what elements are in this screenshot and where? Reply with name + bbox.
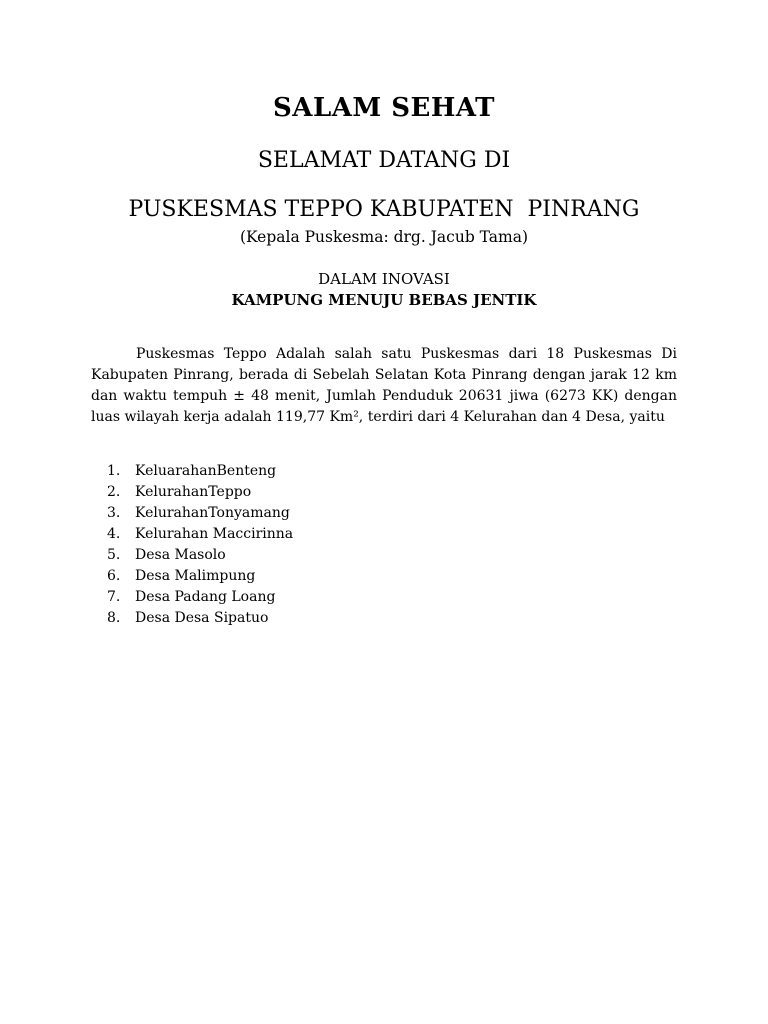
list-item	[107, 545, 293, 566]
list-item	[107, 524, 293, 545]
list-item	[107, 566, 293, 587]
list-item	[107, 608, 293, 629]
list-number: 6.	[107, 568, 121, 584]
list-item	[107, 503, 293, 524]
list-text: Desa Padang Loang	[135, 589, 276, 605]
village-list	[107, 461, 293, 629]
list-text: Desa Masolo	[135, 547, 226, 563]
list-text: Kelurahan Maccirinna	[135, 526, 294, 542]
list-text: KeluarahanBenteng	[135, 463, 277, 479]
innovation-label: DALAM INOVASI	[318, 270, 450, 288]
welcome-subtitle: SELAMAT DATANG DI	[257, 148, 511, 173]
list-item	[107, 587, 293, 608]
head-of-puskesmas-note: (Kepala Puskesma: drg. Jacub Tama)	[239, 228, 529, 246]
list-text: Desa Desa Sipatuo	[135, 610, 269, 626]
main-title: SALAM SEHAT	[273, 93, 495, 123]
list-number: 8.	[107, 610, 121, 626]
list-number: 7.	[107, 589, 121, 605]
list-number: 4.	[107, 526, 121, 542]
list-number: 2.	[107, 484, 121, 500]
list-item	[107, 482, 293, 503]
list-number: 5.	[107, 547, 121, 563]
list-item	[107, 461, 293, 482]
list-text: Desa Malimpung	[135, 568, 256, 584]
list-text: KelurahanTonyamang	[135, 505, 290, 521]
description-paragraph: Puskesmas Teppo Adalah salah satu Puskesmas dari 18 Puskesmas Di Kabupaten Pinrang, berada di Sebelah Selatan Kota Pinrang dengan jarak 12 km dan waktu tempuh ± 48 menit, Jumlah Penduduk 20631 jiwa (6273 KK) dengan luas wilayah kerja adalah 119,77 Km², terdiri dari 4 Kelurahan dan 4 Desa, yaitu	[91, 346, 677, 425]
list-number: 1.	[107, 463, 121, 479]
list-number: 3.	[107, 505, 121, 521]
innovation-name: KAMPUNG MENUJU BEBAS JENTIK	[231, 291, 537, 309]
list-text: KelurahanTeppo	[135, 484, 252, 500]
institution-subtitle: PUSKESMAS TEPPO KABUPATEN PINRANG	[128, 197, 640, 222]
